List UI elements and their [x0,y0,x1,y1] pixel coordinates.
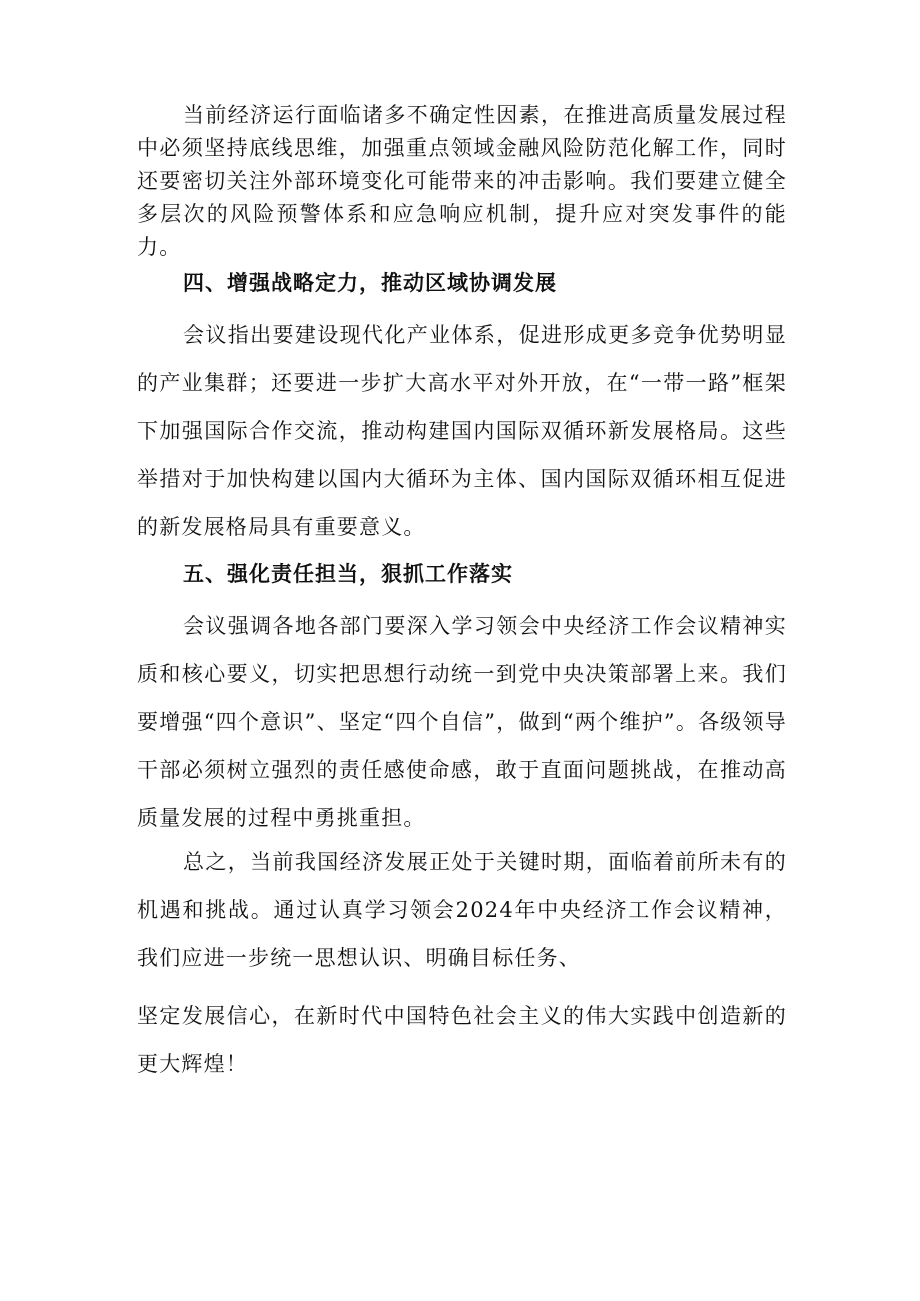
section-heading-4: 四、增强战略定力，推动区域协调发展 [183,271,557,295]
paragraph-industrial-system: 会议指出要建设现代化产业体系，促进形成更多竞争优势明显的产业集群；还要进一步扩大高水平对外开放，在“一带一路”框架下加强国际合作交流，推动构建国内国际双循环新发展格局。这些举措对于加快构建以国内大循环为主体、国内国际双循环相互促进的新发展格局具有重要意义。 [137,323,787,539]
paragraph-conclusion-continued: 坚定发展信心，在新时代中国特色社会主义的伟大实践中创造新的更大辉煌！ [137,1004,787,1076]
section-heading-5: 五、强化责任担当，狠抓工作落实 [183,562,513,586]
paragraph-conclusion: 总之，当前我国经济发展正处于关键时期，面临着前所未有的机遇和挑战。通过认真学习领会2024年中央经济工作会议精神，我们应进一步统一思想认识、明确目标任务、 [137,850,787,970]
paragraph-responsibility: 会议强调各地各部门要深入学习领会中央经济工作会议精神实质和核心要义，切实把思想行动统一到党中央决策部署上来。我们要增强“四个意识”、坚定“四个自信”，做到“两个维护”。各级领导干部必须树立强烈的责任感使命感，敢于直面问题挑战，在推动高质量发展的过程中勇挑重担。 [137,614,787,830]
paragraph-risk-prevention: 当前经济运行面临诸多不确定性因素，在推进高质量发展过程中必须坚持底线思维，加强重点领域金融风险防范化解工作，同时还要密切关注外部环境变化可能带来的冲击影响。我们要建立健全多层次的风险预警体系和应急响应机制，提升应对突发事件的能力。 [137,103,787,259]
